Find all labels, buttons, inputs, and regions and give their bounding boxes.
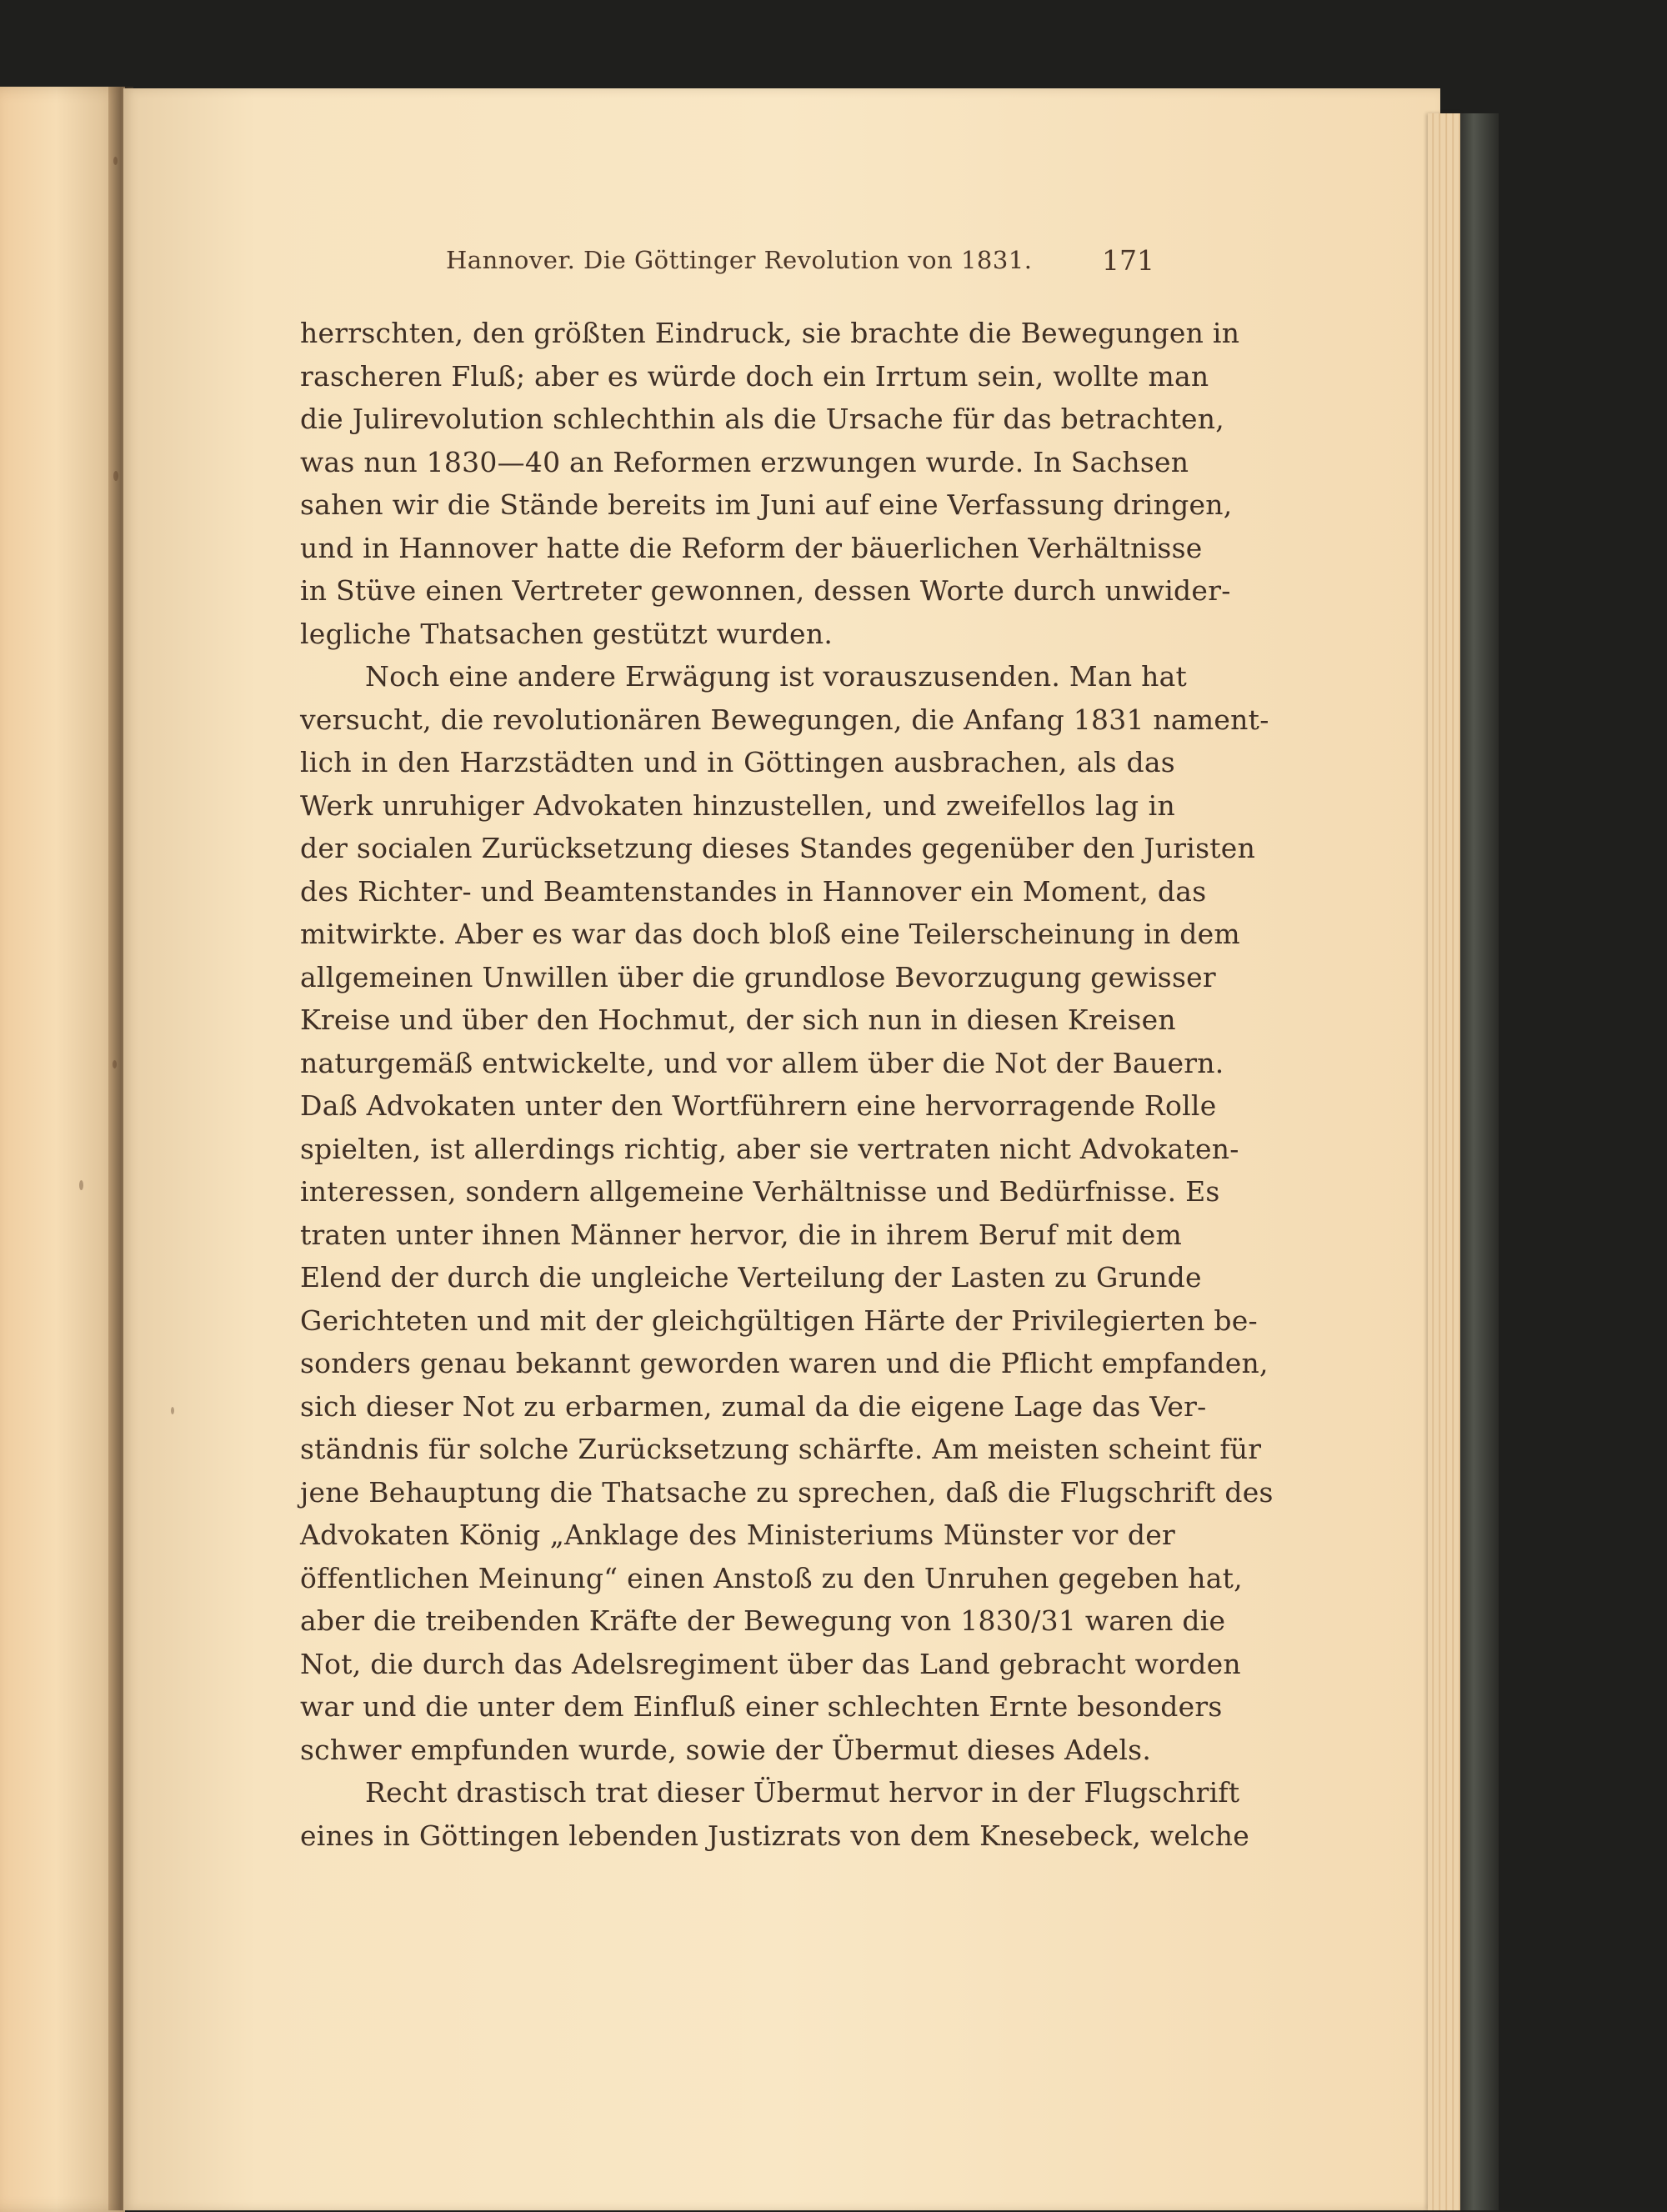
text-line: des Richter- und Beamtenstandes in Hannover ein Moment, das [300, 874, 1207, 908]
text-line: Daß Advokaten unter den Wortführern eine hervorragende Rolle [300, 1089, 1217, 1122]
text-line: jene Behauptung die Thatsache zu sprechen, daß die Flugschrift des [300, 1475, 1274, 1509]
text-line: Noch eine andere Erwägung ist vorauszusenden. Man hat [365, 660, 1188, 693]
text-line: allgemeinen Unwillen über die grundlose Bevorzugung gewisser [300, 960, 1216, 993]
text-line: spielten, ist allerdings richtig, aber sie vertraten nicht Advokaten- [300, 1132, 1239, 1165]
text-line: herrschten, den größten Eindruck, sie brachte die Bewegungen in [300, 317, 1240, 349]
body-text [300, 312, 1274, 1895]
text-line: der socialen Zurücksetzung dieses Standes gegenüber den Juristen [300, 832, 1256, 864]
book-cover-edge [1460, 113, 1499, 2210]
text-line: schwer empfunden wurde, sowie der Übermut dieses Adels. [300, 1733, 1152, 1766]
text-line: Elend der durch die ungleiche Verteilung der Lasten zu Grunde [300, 1261, 1202, 1294]
text-line: versucht, die revolutionären Bewegungen, die Anfang 1831 nament- [300, 703, 1269, 736]
text-line: interessen, sondern allgemeine Verhältnisse und Bedürfnisse. Es [300, 1175, 1220, 1208]
page-header [446, 246, 1154, 284]
text-line: sahen wir die Stände bereits im Juni auf eine Verfassung dringen, [300, 488, 1233, 521]
text-line: naturgemäß entwickelte, und vor allem über die Not der Bauern. [300, 1046, 1224, 1079]
text-line: was nun 1830—40 an Reformen erzwungen wurde. In Sachsen [300, 445, 1189, 478]
running-head: Hannover. Die Göttinger Revolution von 1831. [446, 246, 1033, 274]
paper-speck [171, 1407, 174, 1414]
page-stack-edge [1428, 113, 1463, 2210]
text-line: Not, die durch das Adelsregiment über das Land gebracht worden [300, 1647, 1241, 1680]
text-line: aber die treibenden Kräfte der Bewegung von 1830/31 waren die [300, 1604, 1226, 1637]
text-line: eines in Göttingen lebenden Justizrats von dem Knesebeck, welche [300, 1819, 1249, 1852]
text-line: Werk unruhiger Advokaten hinzustellen, und zweifellos lag in [300, 788, 1175, 822]
paper-speck [79, 1180, 83, 1190]
text-line: und in Hannover hatte die Reform der bäuerlichen Verhältnisse [300, 531, 1203, 564]
text-line: mitwirkte. Aber es war das doch bloß eine Teilerscheinung in dem [300, 918, 1240, 950]
paper-speck [113, 1060, 117, 1068]
text-line: rascheren Fluß; aber es würde doch ein Irrtum sein, wollte man [300, 359, 1209, 393]
text-line: legliche Thatsachen gestützt wurden. [300, 617, 834, 650]
text-line: die Julirevolution schlechthin als die Ursache für das betrachten, [300, 403, 1225, 435]
text-line: Advokaten König „Anklage des Ministeriums Münster vor der [300, 1519, 1175, 1551]
text-line: sonders genau bekannt geworden waren und die Pflicht empfanden, [300, 1347, 1269, 1379]
text-line: Gerichteten und mit der gleichgültigen Härte der Privilegierten be- [300, 1304, 1258, 1337]
left-page-edge [0, 87, 125, 2212]
paper-speck [113, 471, 118, 481]
text-line: traten unter ihnen Männer hervor, die in ihrem Beruf mit dem [300, 1218, 1183, 1251]
text-line: Kreise und über den Hochmut, der sich nun in diesen Kreisen [300, 1003, 1176, 1036]
paper-speck [113, 157, 118, 165]
text-line: in Stüve einen Vertreter gewonnen, dessen Worte durch unwider- [300, 574, 1231, 607]
text-line: öffentlichen Meinung“ einen Anstoß zu den Unruhen gegeben hat, [300, 1561, 1243, 1594]
text-line: sich dieser Not zu erbarmen, zumal da die eigene Lage das Ver- [300, 1389, 1207, 1423]
text-line: Recht drastisch trat dieser Übermut hervor in der Flugschrift [365, 1776, 1240, 1809]
text-line: lich in den Harzstädten und in Göttingen ausbrachen, als das [300, 746, 1175, 778]
text-line: ständnis für solche Zurücksetzung schärfte. Am meisten scheint für [300, 1433, 1262, 1465]
page-number: 171 [1102, 244, 1154, 277]
text-line: war und die unter dem Einfluß einer schlechten Ernte besonders [300, 1690, 1223, 1723]
